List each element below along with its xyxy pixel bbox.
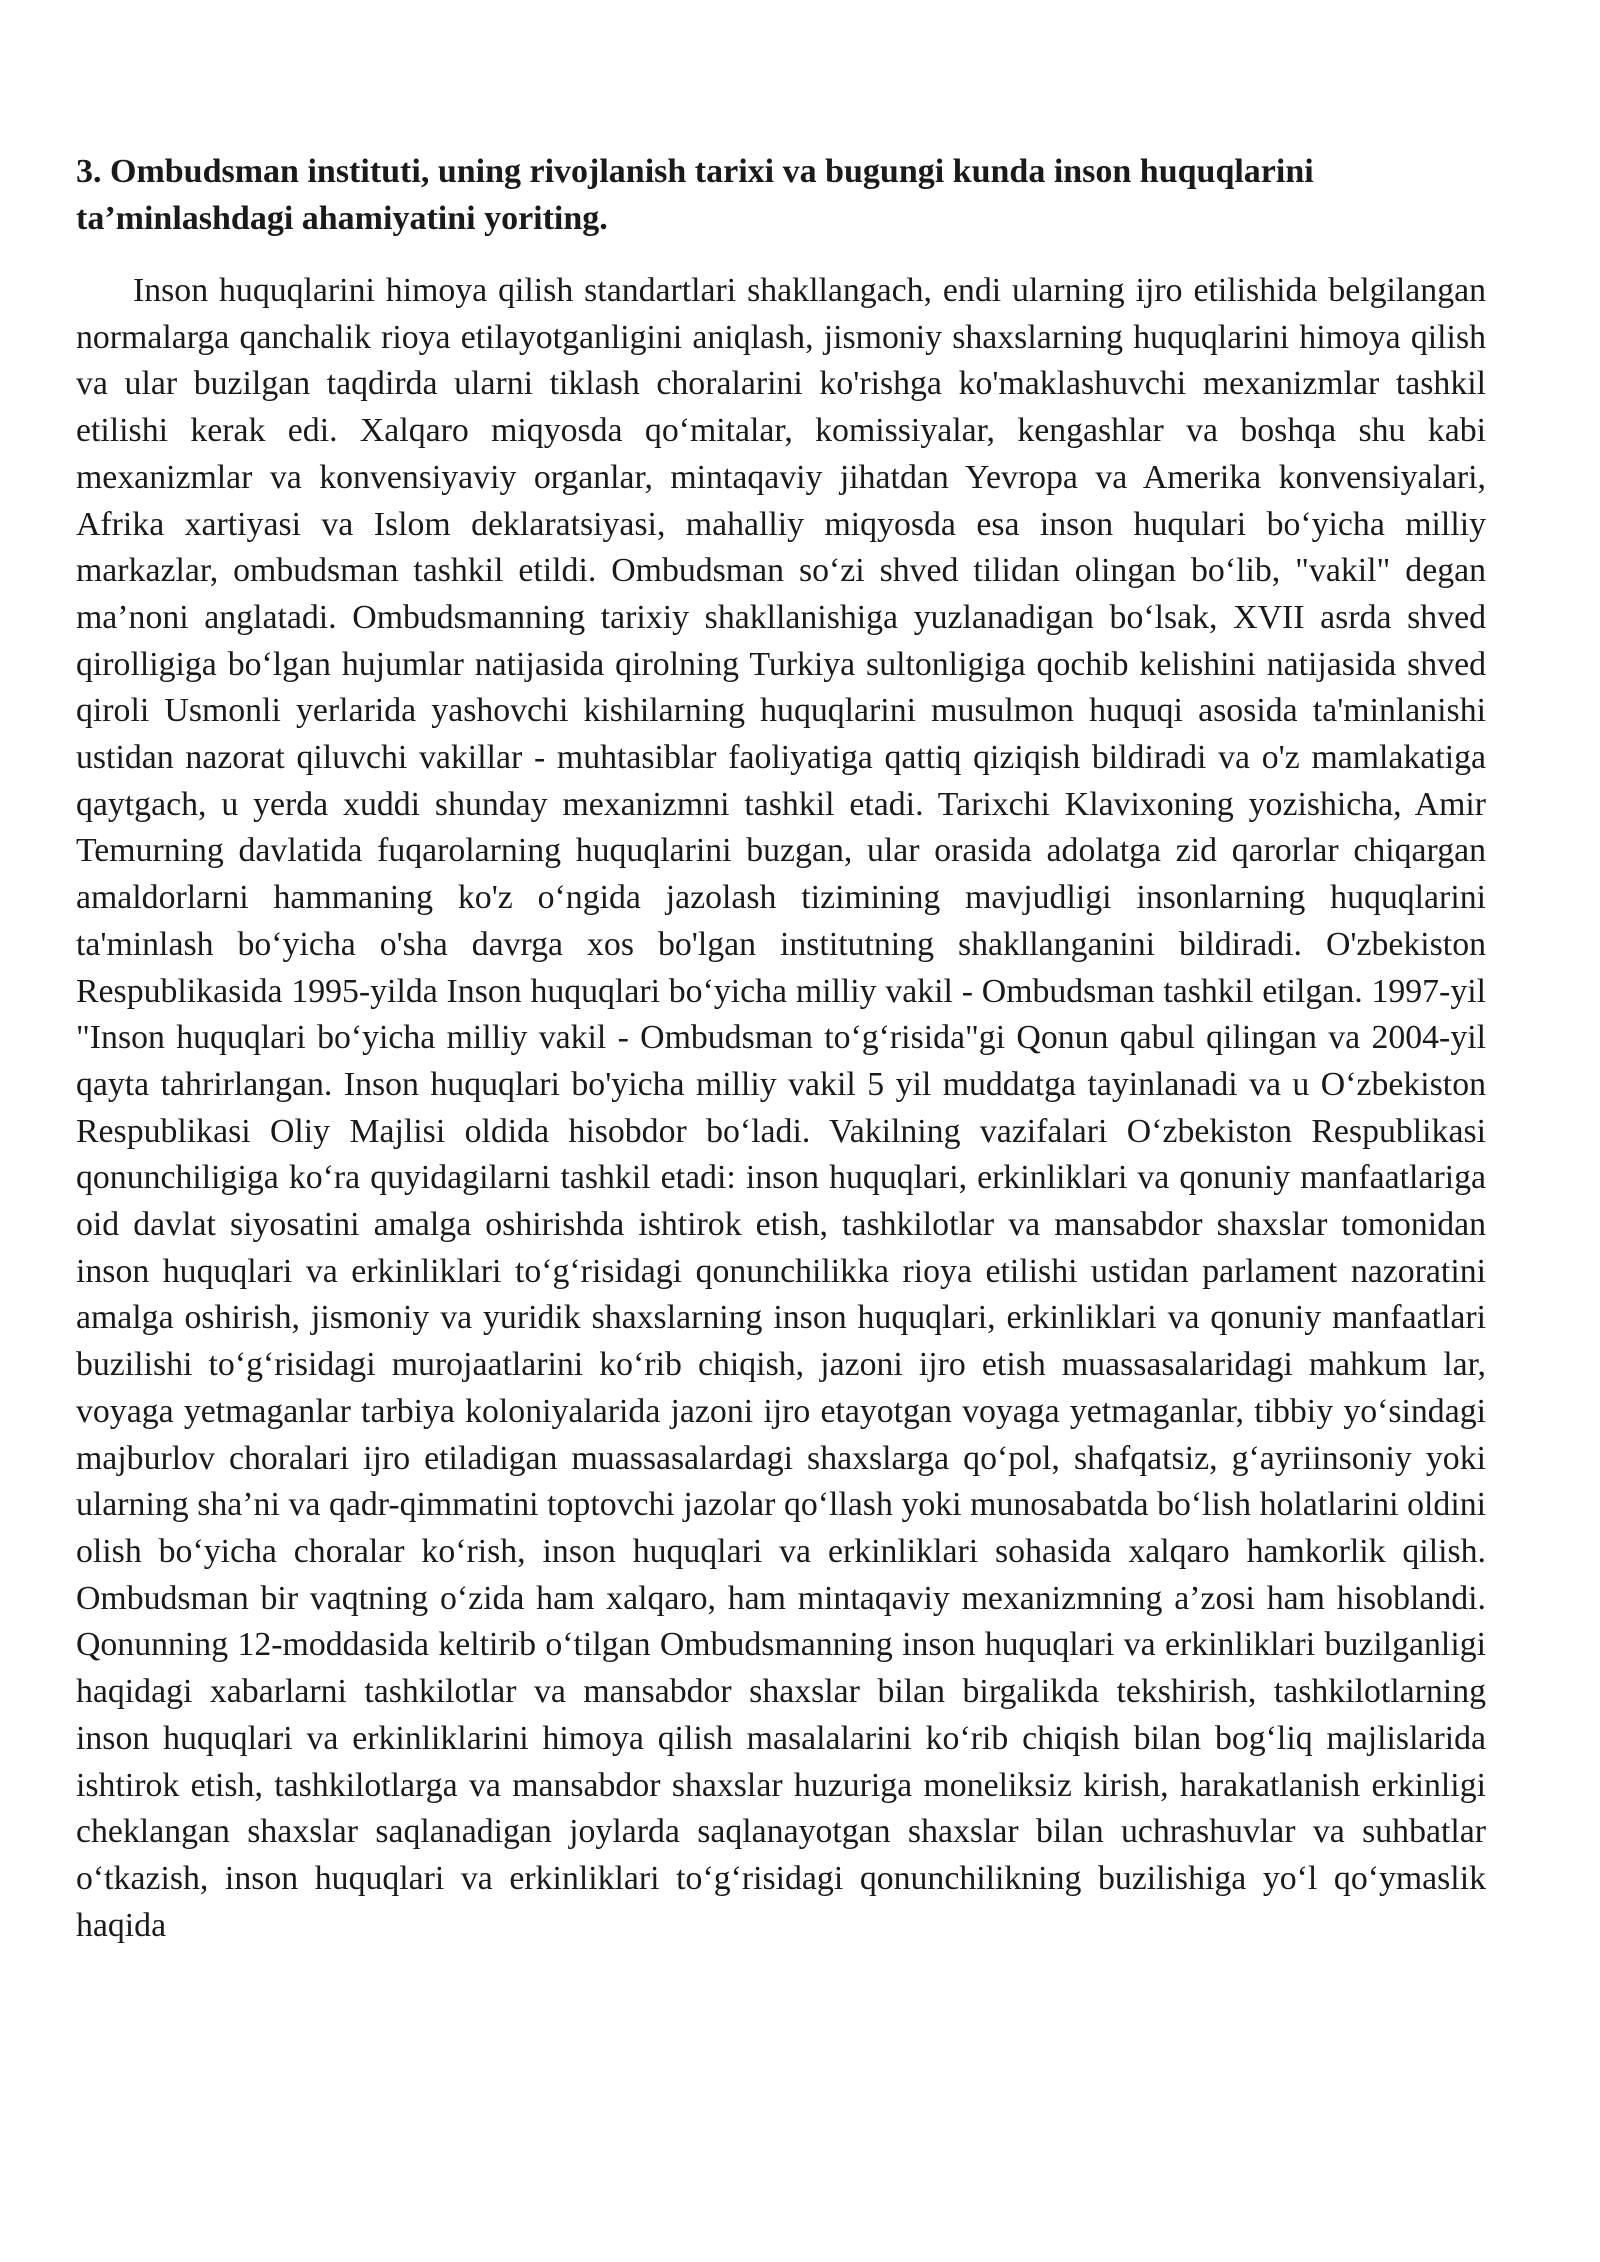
section-heading: 3. Ombudsman instituti, uning rivojlanish tarixi va bugungi kunda inson huquqlarini ta’minlashdagi ahamiyatini yoriting. xyxy=(76,153,1314,237)
body-paragraph: Inson huquqlarini himoya qilish standartlari shakllangach, endi ularning ijro etilishida belgilangan normalarga qanchalik rioya etilayotganligini aniqlash, jismoniy shaxslarning huquqlarini himoya qilish va ular buzilgan taqdirda ularni tiklash choralarini ko'rishga ko'maklashuvchi mexanizmlar tashkil etilishi kerak edi. Xalqaro miqyosda qo‘mitalar, komissiyalar, kengashlar va boshqa shu kabi mexanizmlar va konvensiyaviy organlar, mintaqaviy jihatdan Yevropa va Amerika konvensiyalari, Afrika xartiyasi va Islom deklaratsiyasi, mahalliy miqyosda esa inson huqulari bo‘yicha milliy markazlar, ombudsman tashkil etildi. Ombudsman so‘zi shved tilidan olingan bo‘lib, "vakil" degan ma’noni anglatadi. Ombudsmanning tarixiy shakllanishiga yuzlanadigan bo‘lsak, XVII asrda shved qirolligiga bo‘lgan hujumlar natijasida qirolning Turkiya sultonligiga qochib kelishini natijasida shved qiroli Usmonli yerlarida yashovchi kishilarning huquqlarini musulmon huquqi asosida ta'minlanishi ustidan nazorat qiluvchi vakillar - muhtasiblar faoliyatiga qattiq qiziqish bildiradi va o'z mamlakatiga qaytgach, u yerda xuddi shunday mexanizmni tashkil etadi. Tarixchi Klavixoning yozishicha, Amir Temurning davlatida fuqarolarning huquqlarini buzgan, ular orasida adolatga zid qarorlar chiqargan amaldorlarni hammaning ko'z o‘ngida jazolash tizimining mavjudligi insonlarning huquqlarini ta'minlash bo‘yicha o'sha davrga xos bo'lgan institutning shakllanganini bildiradi. O'zbekiston Respublikasida 1995-yilda Inson huquqlari bo‘yicha milliy vakil - Ombudsman tashkil etilgan. 1997-yil "Inson huquqlari bo‘yicha milliy vakil - Ombudsman to‘g‘risida"gi Qonun qabul qilingan va 2004-yil qayta tahrirlangan. Inson huquqlari bo'yicha milliy vakil 5 yil muddatga tayinlanadi va u O‘zbekiston Respublikasi Oliy Majlisi oldida hisobdor bo‘ladi. Vakilning vazifalari O‘zbekiston Respublikasi qonunchiligiga ko‘ra quyidagilarni tashkil etadi: inson huquqlari, erkinliklari va qonuniy manfaatlariga oid davlat siyosatini amalga oshirishda ishtirok etish, tashkilotlar va mansabdor shaxslar tomonidan inson huquqlari va erkinliklari to‘g‘risidagi qonunchilikka rioya etilishi ustidan parlament nazoratini amalga oshirish, jismoniy va yuridik shaxslarning inson huquqlari, erkinliklari va qonuniy manfaatlari buzilishi to‘g‘risidagi murojaatlarini ko‘rib chiqish, jazoni ijro etish muassasalaridagi mahkum lar, voyaga yetmaganlar tarbiya koloniyalarida jazoni ijro etayotgan voyaga yetmaganlar, tibbiy yo‘sindagi majburlov choralari ijro etiladigan muassasalardagi shaxslarga qo‘pol, shafqatsiz, g‘ayriinsoniy yoki ularning sha’ni va qadr-qimmatini toptovchi jazolar qo‘llash yoki munosabatda bo‘lish holatlarini oldini olish bo‘yicha choralar ko‘rish, inson huquqlari va erkinliklari sohasida xalqaro hamkorlik qilish. Ombudsman bir vaqtning o‘zida ham xalqaro, ham mintaqaviy mexanizmning a’zosi ham hisoblandi. Qonunning 12-moddasida keltirib o‘tilgan Ombudsmanning inson huquqlari va erkinliklari buzilganligi haqidagi xabarlarni tashkilotlar va mansabdor shaxslar bilan birgalikda tekshirish, tashkilotlarning inson huquqlari va erkinliklarini himoya qilish masalalarini ko‘rib chiqish bilan bog‘liq majlislarida ishtirok etish, tashkilotlarga va mansabdor shaxslar huzuriga moneliksiz kirish, harakatlanish erkinligi cheklangan shaxslar saqlanadigan joylarda saqlanayotgan shaxslar bilan uchrashuvlar va suhbatlar o‘tkazish, inson huquqlari va erkinliklari to‘g‘risidagi qonunchilikning buzilishiga yo‘l qo‘ymaslik haqida xyxy=(76,272,1486,1944)
document-page xyxy=(76,148,1486,1949)
